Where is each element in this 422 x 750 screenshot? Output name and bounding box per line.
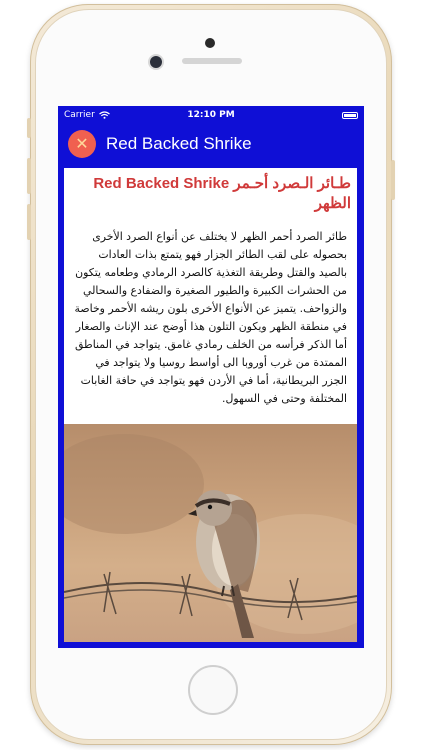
battery-icon [342,112,358,119]
volume-down-button [27,204,31,240]
bird-name-heading: طـائر الـصرد أحـمر Red Backed Shrike الظهر [93,175,351,212]
status-bar [58,106,364,124]
close-icon: ✕ [75,134,89,153]
content-card [64,168,357,642]
front-camera [150,56,162,68]
home-button[interactable] [188,665,238,715]
power-button [391,160,395,200]
nav-bar [58,124,364,164]
close-button[interactable] [68,130,96,158]
nav-title: Red Backed Shrike [106,134,252,153]
app-screen [58,106,364,648]
mute-switch [27,118,31,138]
carrier-label: Carrier [64,110,95,120]
red-backed-shrike-photo [64,424,357,642]
bird-description: طائر الصرد أحمر الظهر لا يختلف عن أنواع الصرد الأخرى بحصوله على لقب الطائر الجزار فهو يتمتع بذات العادات بالصيد والقتل وطريقة التغذية كالصرد الرمادي وطعامه يتكون من الحشرات الكبيرة والطيور الصغيرة والضفادع والسحالي والزواحف. يتميز عن الأنواع الأخرى بلون ريشه الأحمر وخاصة في منطقة الظهر ويكون التلون هذا أوضح عند الإناث والصغار أما الذكر فرأسه من الخلف رمادي غامق. يتواجد في المناطق الممتدة من غرب أوروبا الى أواسط روسيا ولا يتواجد في الجزر البريطانية، أما في الأردن فهو يتواجد في حافة الغابات المختلفة وحتى في السهول. [74,230,347,405]
camera-dot [205,38,215,48]
earpiece-speaker [182,58,242,64]
status-time: 12:10 PM [187,110,235,120]
volume-up-button [27,158,31,194]
